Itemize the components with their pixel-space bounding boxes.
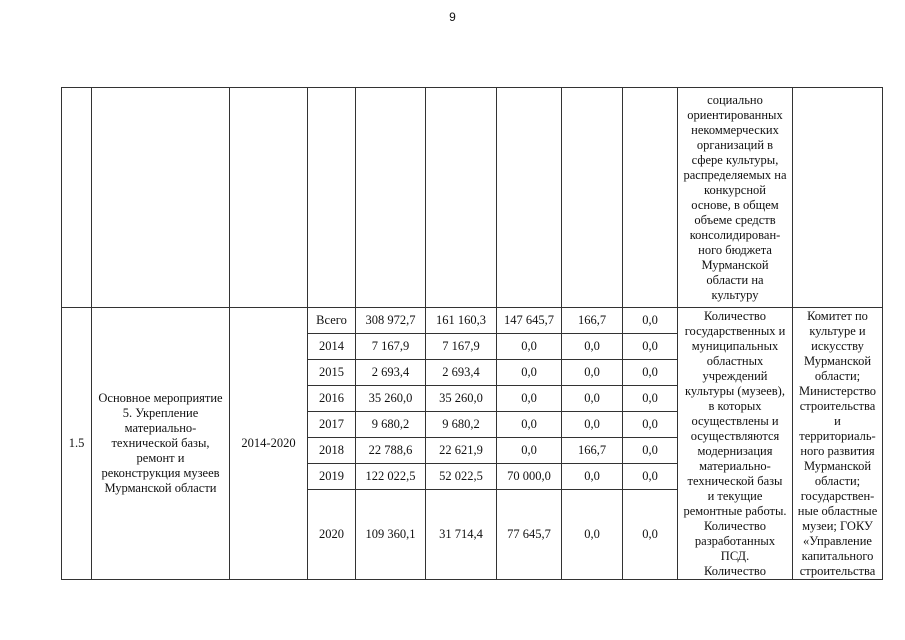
col4-value: 0,0 xyxy=(623,490,678,580)
responsible-line: Министерство xyxy=(798,383,877,398)
indicator-line: некоммерческих xyxy=(691,122,779,137)
indicator-line: учреждений xyxy=(702,368,768,383)
indicator-text xyxy=(678,308,793,580)
col3-value: 0,0 xyxy=(562,464,623,490)
total-value: 35 260,0 xyxy=(356,386,426,412)
responsible-line: музеи; ГОКУ xyxy=(802,518,873,533)
title-line: Мурманской области xyxy=(104,481,217,495)
program-table xyxy=(61,87,883,580)
col4-value: 0,0 xyxy=(623,334,678,360)
year-label: 2016 xyxy=(308,386,356,412)
period: 2014-2020 xyxy=(230,308,308,580)
cell-empty xyxy=(230,88,308,308)
responsible-line: области; xyxy=(814,473,861,488)
responsible-line: территориаль- xyxy=(799,428,876,443)
cell-empty xyxy=(308,88,356,308)
col3-value: 0,0 xyxy=(562,386,623,412)
indicator-line: областных xyxy=(706,353,764,368)
cell-empty xyxy=(426,88,497,308)
indicator-line: основе, в общем xyxy=(691,197,779,212)
indicator-line: муниципальных xyxy=(691,338,779,353)
col2-value: 0,0 xyxy=(497,412,562,438)
col3-value: 0,0 xyxy=(562,334,623,360)
indicator-line: области на xyxy=(706,272,764,287)
col3-value: 0,0 xyxy=(562,360,623,386)
indicator-line: культуры (музеев), xyxy=(685,383,785,398)
page-number: 9 xyxy=(449,10,456,24)
year-label: 2020 xyxy=(308,490,356,580)
title-line: ремонт и xyxy=(136,451,185,465)
col3-value: 166,7 xyxy=(562,308,623,334)
responsible-line: искусству xyxy=(811,338,864,353)
indicator-line: ного бюджета xyxy=(698,242,772,257)
total-value: 2 693,4 xyxy=(356,360,426,386)
responsible-line: Комитет по xyxy=(807,308,868,323)
total-value: 9 680,2 xyxy=(356,412,426,438)
responsible-line: «Управление xyxy=(803,533,872,548)
total-value: 308 972,7 xyxy=(356,308,426,334)
year-label: 2015 xyxy=(308,360,356,386)
continued-indicator xyxy=(678,88,793,308)
cell-empty xyxy=(356,88,426,308)
responsible-line: капитального xyxy=(801,548,874,563)
col2-value: 77 645,7 xyxy=(497,490,562,580)
title-line: Основное мероприятие xyxy=(98,391,223,405)
col4-value: 0,0 xyxy=(623,464,678,490)
title-line: 5. Укрепление xyxy=(122,406,199,420)
col3-value: 166,7 xyxy=(562,438,623,464)
year-label: 2019 xyxy=(308,464,356,490)
col1-value: 31 714,4 xyxy=(426,490,497,580)
title-line: материально- xyxy=(124,421,197,435)
responsible-line: Мурманской xyxy=(803,458,872,473)
col4-value: 0,0 xyxy=(623,386,678,412)
indicator-line: осуществлены и xyxy=(691,413,779,428)
cell-empty xyxy=(562,88,623,308)
responsible-line: и xyxy=(834,413,841,428)
indicator-line: Количество xyxy=(704,308,766,323)
col1-value: 2 693,4 xyxy=(426,360,497,386)
indicator-line: организаций в xyxy=(696,137,774,152)
indicator-line: конкурсной xyxy=(704,182,766,197)
col1-value: 52 022,5 xyxy=(426,464,497,490)
indicator-line: модернизация xyxy=(697,443,773,458)
indicator-line: консолидирован- xyxy=(689,227,781,242)
responsible-line: культуре и xyxy=(809,323,866,338)
table-row-total xyxy=(62,308,883,334)
indicator-line: ремонтные работы. xyxy=(683,503,787,518)
cell-empty xyxy=(62,88,92,308)
cell-empty xyxy=(793,88,883,308)
indicator-line: Количество xyxy=(704,563,766,578)
responsible-text xyxy=(793,308,883,580)
indicator-line: распределяемых на xyxy=(683,167,787,182)
col2-value: 0,0 xyxy=(497,360,562,386)
cell-empty xyxy=(623,88,678,308)
total-value: 122 022,5 xyxy=(356,464,426,490)
continued-row xyxy=(62,88,883,308)
year-label: 2014 xyxy=(308,334,356,360)
indicator-line: и текущие xyxy=(707,488,763,503)
indicator-line: объеме средств xyxy=(694,212,776,227)
responsible-line: области; xyxy=(814,368,861,383)
cell-empty xyxy=(92,88,230,308)
col3-value: 0,0 xyxy=(562,490,623,580)
indicator-line: Мурманской xyxy=(701,257,769,272)
col4-value: 0,0 xyxy=(623,360,678,386)
year-label: Всего xyxy=(308,308,356,334)
col1-value: 22 621,9 xyxy=(426,438,497,464)
indicator-line: ПСД. xyxy=(720,548,750,563)
responsible-line: ные областные xyxy=(797,503,878,518)
total-value: 22 788,6 xyxy=(356,438,426,464)
indicator-line: технической базы xyxy=(687,473,783,488)
year-label: 2018 xyxy=(308,438,356,464)
col2-value: 147 645,7 xyxy=(497,308,562,334)
indicator-line: Количество xyxy=(704,518,766,533)
indicator-line: социально xyxy=(707,92,763,107)
indicator-line: культуру xyxy=(711,287,759,302)
year-label: 2017 xyxy=(308,412,356,438)
indicator-line: сфере культуры, xyxy=(691,152,779,167)
col1-value: 7 167,9 xyxy=(426,334,497,360)
col2-value: 0,0 xyxy=(497,334,562,360)
col2-value: 0,0 xyxy=(497,386,562,412)
indicator-line: ориентированных xyxy=(687,107,783,122)
indicator-line: осуществляются xyxy=(690,428,780,443)
responsible-line: Мурманской xyxy=(803,353,872,368)
col4-value: 0,0 xyxy=(623,438,678,464)
col1-value: 161 160,3 xyxy=(426,308,497,334)
responsible-line: государствен- xyxy=(800,488,875,503)
indicator-line: разработанных xyxy=(694,533,776,548)
responsible-line: строительства xyxy=(799,398,876,413)
measure-title xyxy=(92,308,230,580)
responsible-line: строительства xyxy=(799,563,876,578)
indicator-line: материально- xyxy=(699,458,771,473)
col2-value: 0,0 xyxy=(497,438,562,464)
responsible-line: ного развития xyxy=(800,443,875,458)
cell-empty xyxy=(497,88,562,308)
indicator-line: в которых xyxy=(708,398,762,413)
row-index: 1.5 xyxy=(62,308,92,580)
col1-value: 35 260,0 xyxy=(426,386,497,412)
col4-value: 0,0 xyxy=(623,308,678,334)
title-line: технической базы, xyxy=(111,436,210,450)
col2-value: 70 000,0 xyxy=(497,464,562,490)
title-line: реконструкция музеев xyxy=(101,466,220,480)
total-value: 7 167,9 xyxy=(356,334,426,360)
col4-value: 0,0 xyxy=(623,412,678,438)
col1-value: 9 680,2 xyxy=(426,412,497,438)
col3-value: 0,0 xyxy=(562,412,623,438)
indicator-line: государственных и xyxy=(684,323,786,338)
total-value: 109 360,1 xyxy=(356,490,426,580)
